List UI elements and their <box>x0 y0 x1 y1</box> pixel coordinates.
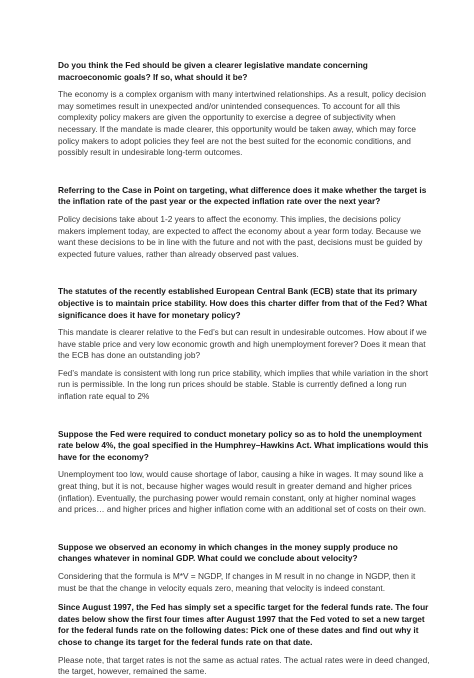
answer-paragraph: The economy is a complex organism with many intertwined relationships. As a result, policy decision may sometimes result in unexpected and/or unintended consequences. To account for all this complexity policy makers are given the opportunity to exercise a degree of subjectivity when necessary. If the mandate is made clearer, this opportunity would be taken away, which may force policy makers to adopt policies they feel are not the best suited for the economic conditions, and possibly result in undesirable long-term outcomes. <box>58 89 426 158</box>
answer-paragraph: Please note, that target rates is not the same as actual rates. The actual rates were in deed changed, the target, however, remained the same. <box>58 654 430 677</box>
answer-paragraph: Fed’s mandate is consistent with long run price stability, which implies that while variation in the short run is permissible. In the long run prices should be stable. Stable is currently defined a long run inflation rate equal to 2% <box>58 367 429 402</box>
question-heading: Suppose we observed an economy in which changes in the money supply produce no changes whatever in nominal GDP. What could we conclude about velocity? <box>58 541 398 564</box>
answer-paragraph: Unemployment too low, would cause shortage of labor, causing a hike in wages. It may sound like a great thing, but it is not, because higher wages would result in greater demand and higher prices (inflation). Eventually, the purchasing power would remain constant, only at higher nominal wages and prices… and higher prices and higher inflation come with an additional set of costs on their own. <box>58 469 427 515</box>
answer-paragraph: This mandate is clearer relative to the Fed’s but can result in undesirable outcomes. How about if we have stable price and very low economic growth and high unemployment forever? Does it mean that the ECB has done an outstanding job? <box>58 327 427 361</box>
answer-paragraph: Considering that the formula is M*V = NGDP, If changes in M result in no change in NGDP, then it must be that the change in velocity equals zero, meaning that velocity is indeed constant. <box>58 571 416 593</box>
answer-paragraph: Policy decisions take about 1-2 years to affect the economy. This implies, the decisions policy makers implement today, are expected to affect the economy about a year form today. Because we want these decisions to be in line with the future and not with the past, decisions must be guided by expected future values, rather than already observed past values. <box>58 213 423 259</box>
question-heading: Referring to the Case in Point on targeting, what difference does it make whether the target is the inflation rate of the past year or the expected inflation rate over the next year? <box>58 184 427 207</box>
question-heading: Do you think the Fed should be given a clearer legislative mandate concerning macroeconomic goals? If so, what should it be? <box>58 60 368 82</box>
question-heading: The statutes of the recently established European Central Bank (ECB) state that its primary objective is to maintain price stability. How does this charter differ from that of the Fed? What significance does it have for monetary policy? <box>58 286 428 320</box>
question-heading: Suppose the Fed were required to conduct monetary policy so as to hold the unemployment rate below 4%, the goal specified in the Humphrey–Hawkins Act. What implications would this have for the economy? <box>58 428 429 462</box>
question-heading: Since August 1997, the Fed has simply set a specific target for the federal funds rate. The four dates below show the first four times after August 1997 that the Fed voted to set a new target for the federal funds rate on the following dates: Pick one of these dates and find out why it chose to change its target for the federal funds rate on that date. <box>58 602 429 647</box>
